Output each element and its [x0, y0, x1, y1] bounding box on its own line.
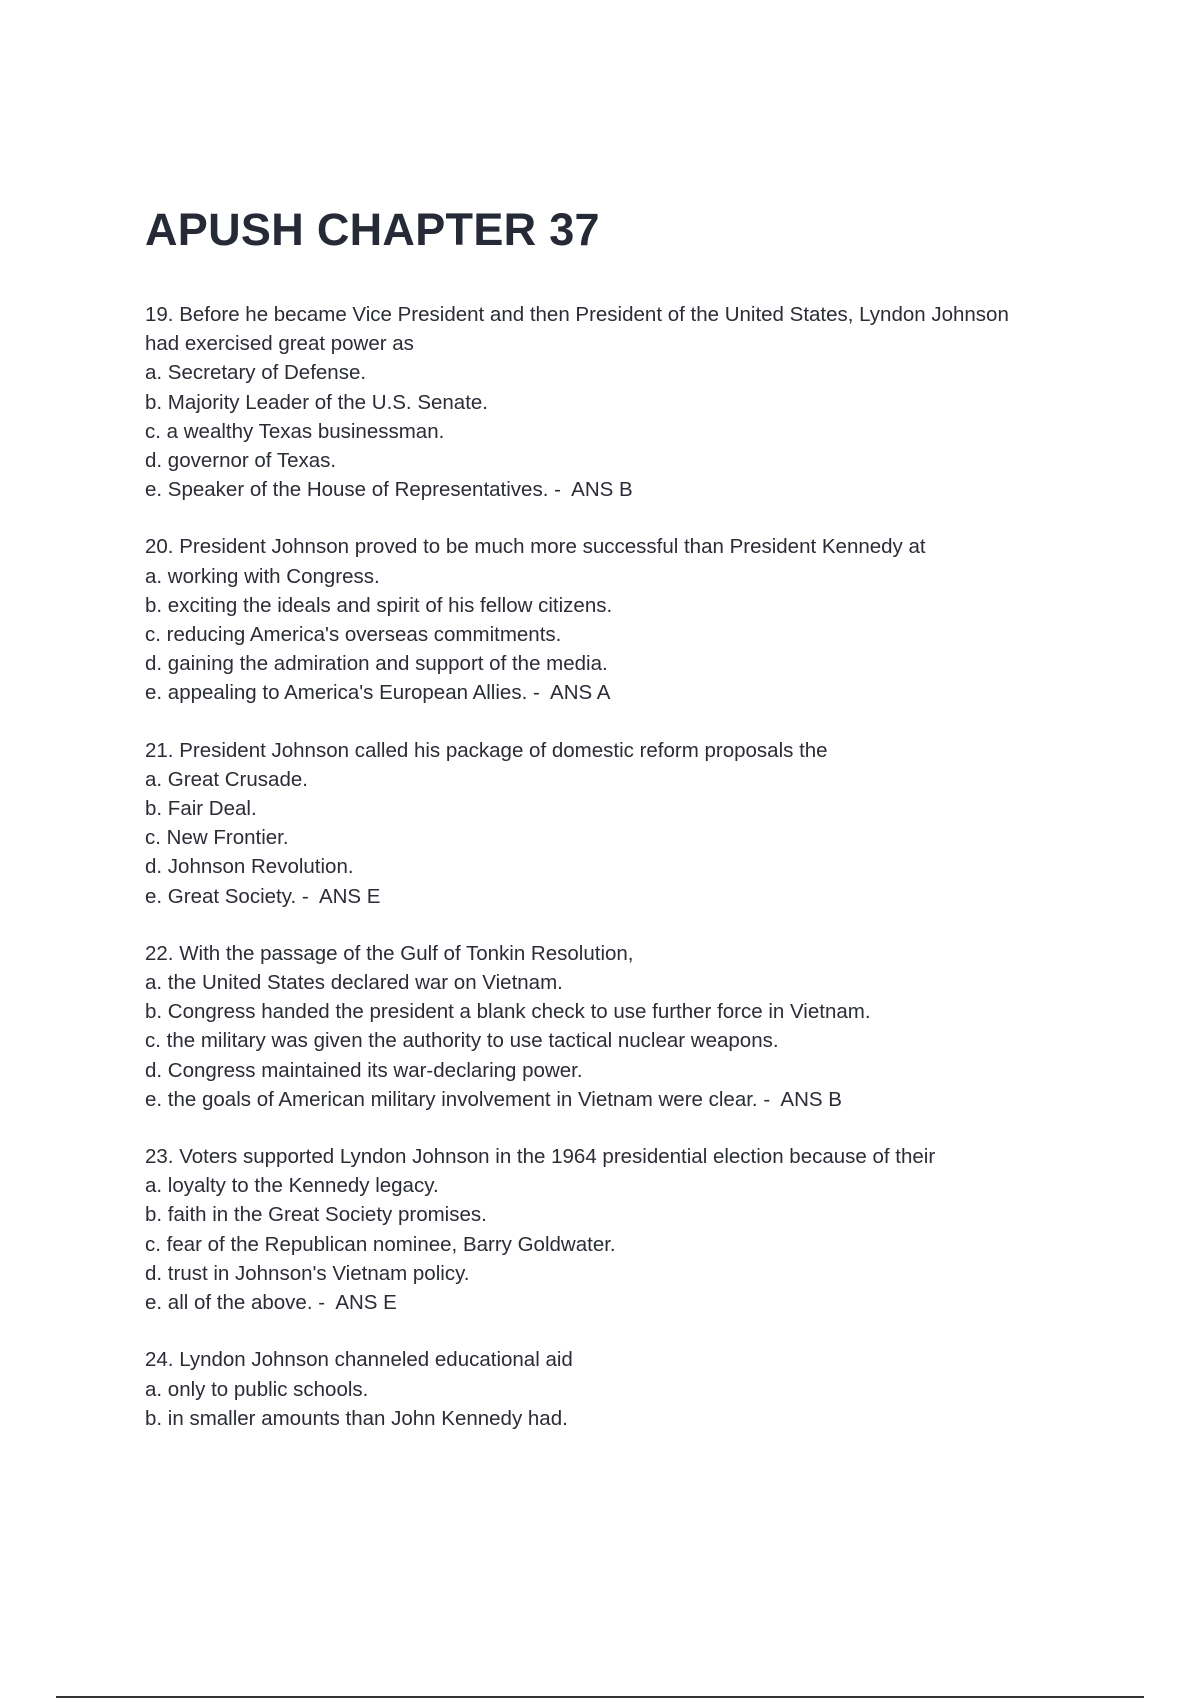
question-20 — [145, 532, 1095, 707]
answer-option: b. exciting the ideals and spirit of his fellow citizens. — [145, 593, 613, 617]
answer-option: d. gaining the admiration and support of the media. — [145, 652, 608, 676]
question-list — [145, 300, 1095, 1461]
question-prompt: 24. Lyndon Johnson channeled educational aid — [145, 1348, 573, 1372]
answer-option: b. Fair Deal. — [145, 797, 257, 821]
answer-option: b. faith in the Great Society promises. — [145, 1203, 487, 1227]
answer-option: d. Johnson Revolution. — [145, 855, 354, 879]
answer-option: a. only to public schools. — [145, 1377, 369, 1401]
page-title: APUSH CHAPTER 37 — [145, 204, 600, 255]
answer-option: a. Secretary of Defense. — [145, 361, 367, 385]
answer-option: b. Congress handed the president a blank check to use further force in Vietnam. — [145, 1000, 871, 1024]
answer-option: a. Great Crusade. — [145, 767, 308, 791]
answer-option: d. Congress maintained its war-declaring power. — [145, 1058, 583, 1082]
footer-divider — [56, 1696, 1144, 1698]
answer-option: c. reducing America's overseas commitments. — [145, 623, 562, 647]
answer-option: a. the United States declared war on Vietnam. — [145, 971, 563, 995]
answer-option: e. appealing to America's European Allies. - ANS A — [145, 681, 611, 705]
answer-option: b. Majority Leader of the U.S. Senate. — [145, 390, 488, 414]
answer-option: c. a wealthy Texas businessman. — [145, 419, 445, 443]
question-23 — [145, 1142, 1095, 1317]
answer-option: b. in smaller amounts than John Kennedy had. — [145, 1406, 568, 1430]
question-22 — [145, 939, 1095, 1114]
question-prompt: 20. President Johnson proved to be much more successful than President Kennedy at — [145, 535, 926, 559]
answer-option: a. loyalty to the Kennedy legacy. — [145, 1174, 439, 1198]
question-prompt: had exercised great power as — [145, 332, 414, 356]
answer-option: e. the goals of American military involvement in Vietnam were clear. - ANS B — [145, 1087, 842, 1111]
answer-option: a. working with Congress. — [145, 564, 380, 588]
question-prompt: 23. Voters supported Lyndon Johnson in the 1964 presidential election because of their — [145, 1145, 936, 1169]
answer-option: c. fear of the Republican nominee, Barry Goldwater. — [145, 1232, 616, 1256]
question-24 — [145, 1345, 1095, 1433]
answer-option: e. all of the above. - ANS E — [145, 1291, 397, 1315]
question-19 — [145, 300, 1095, 504]
question-21 — [145, 736, 1095, 911]
question-prompt: 22. With the passage of the Gulf of Tonkin Resolution, — [145, 941, 634, 965]
answer-option: d. trust in Johnson's Vietnam policy. — [145, 1261, 470, 1285]
answer-option: e. Great Society. - ANS E — [145, 884, 381, 908]
answer-option: c. New Frontier. — [145, 826, 289, 850]
answer-option: d. governor of Texas. — [145, 449, 337, 473]
answer-option: c. the military was given the authority to use tactical nuclear weapons. — [145, 1029, 779, 1053]
answer-option: e. Speaker of the House of Representatives. - ANS B — [145, 478, 633, 502]
question-prompt: 21. President Johnson called his package of domestic reform proposals the — [145, 738, 828, 762]
question-prompt: 19. Before he became Vice President and then President of the United States, Lyndon Johnson — [145, 303, 1009, 326]
